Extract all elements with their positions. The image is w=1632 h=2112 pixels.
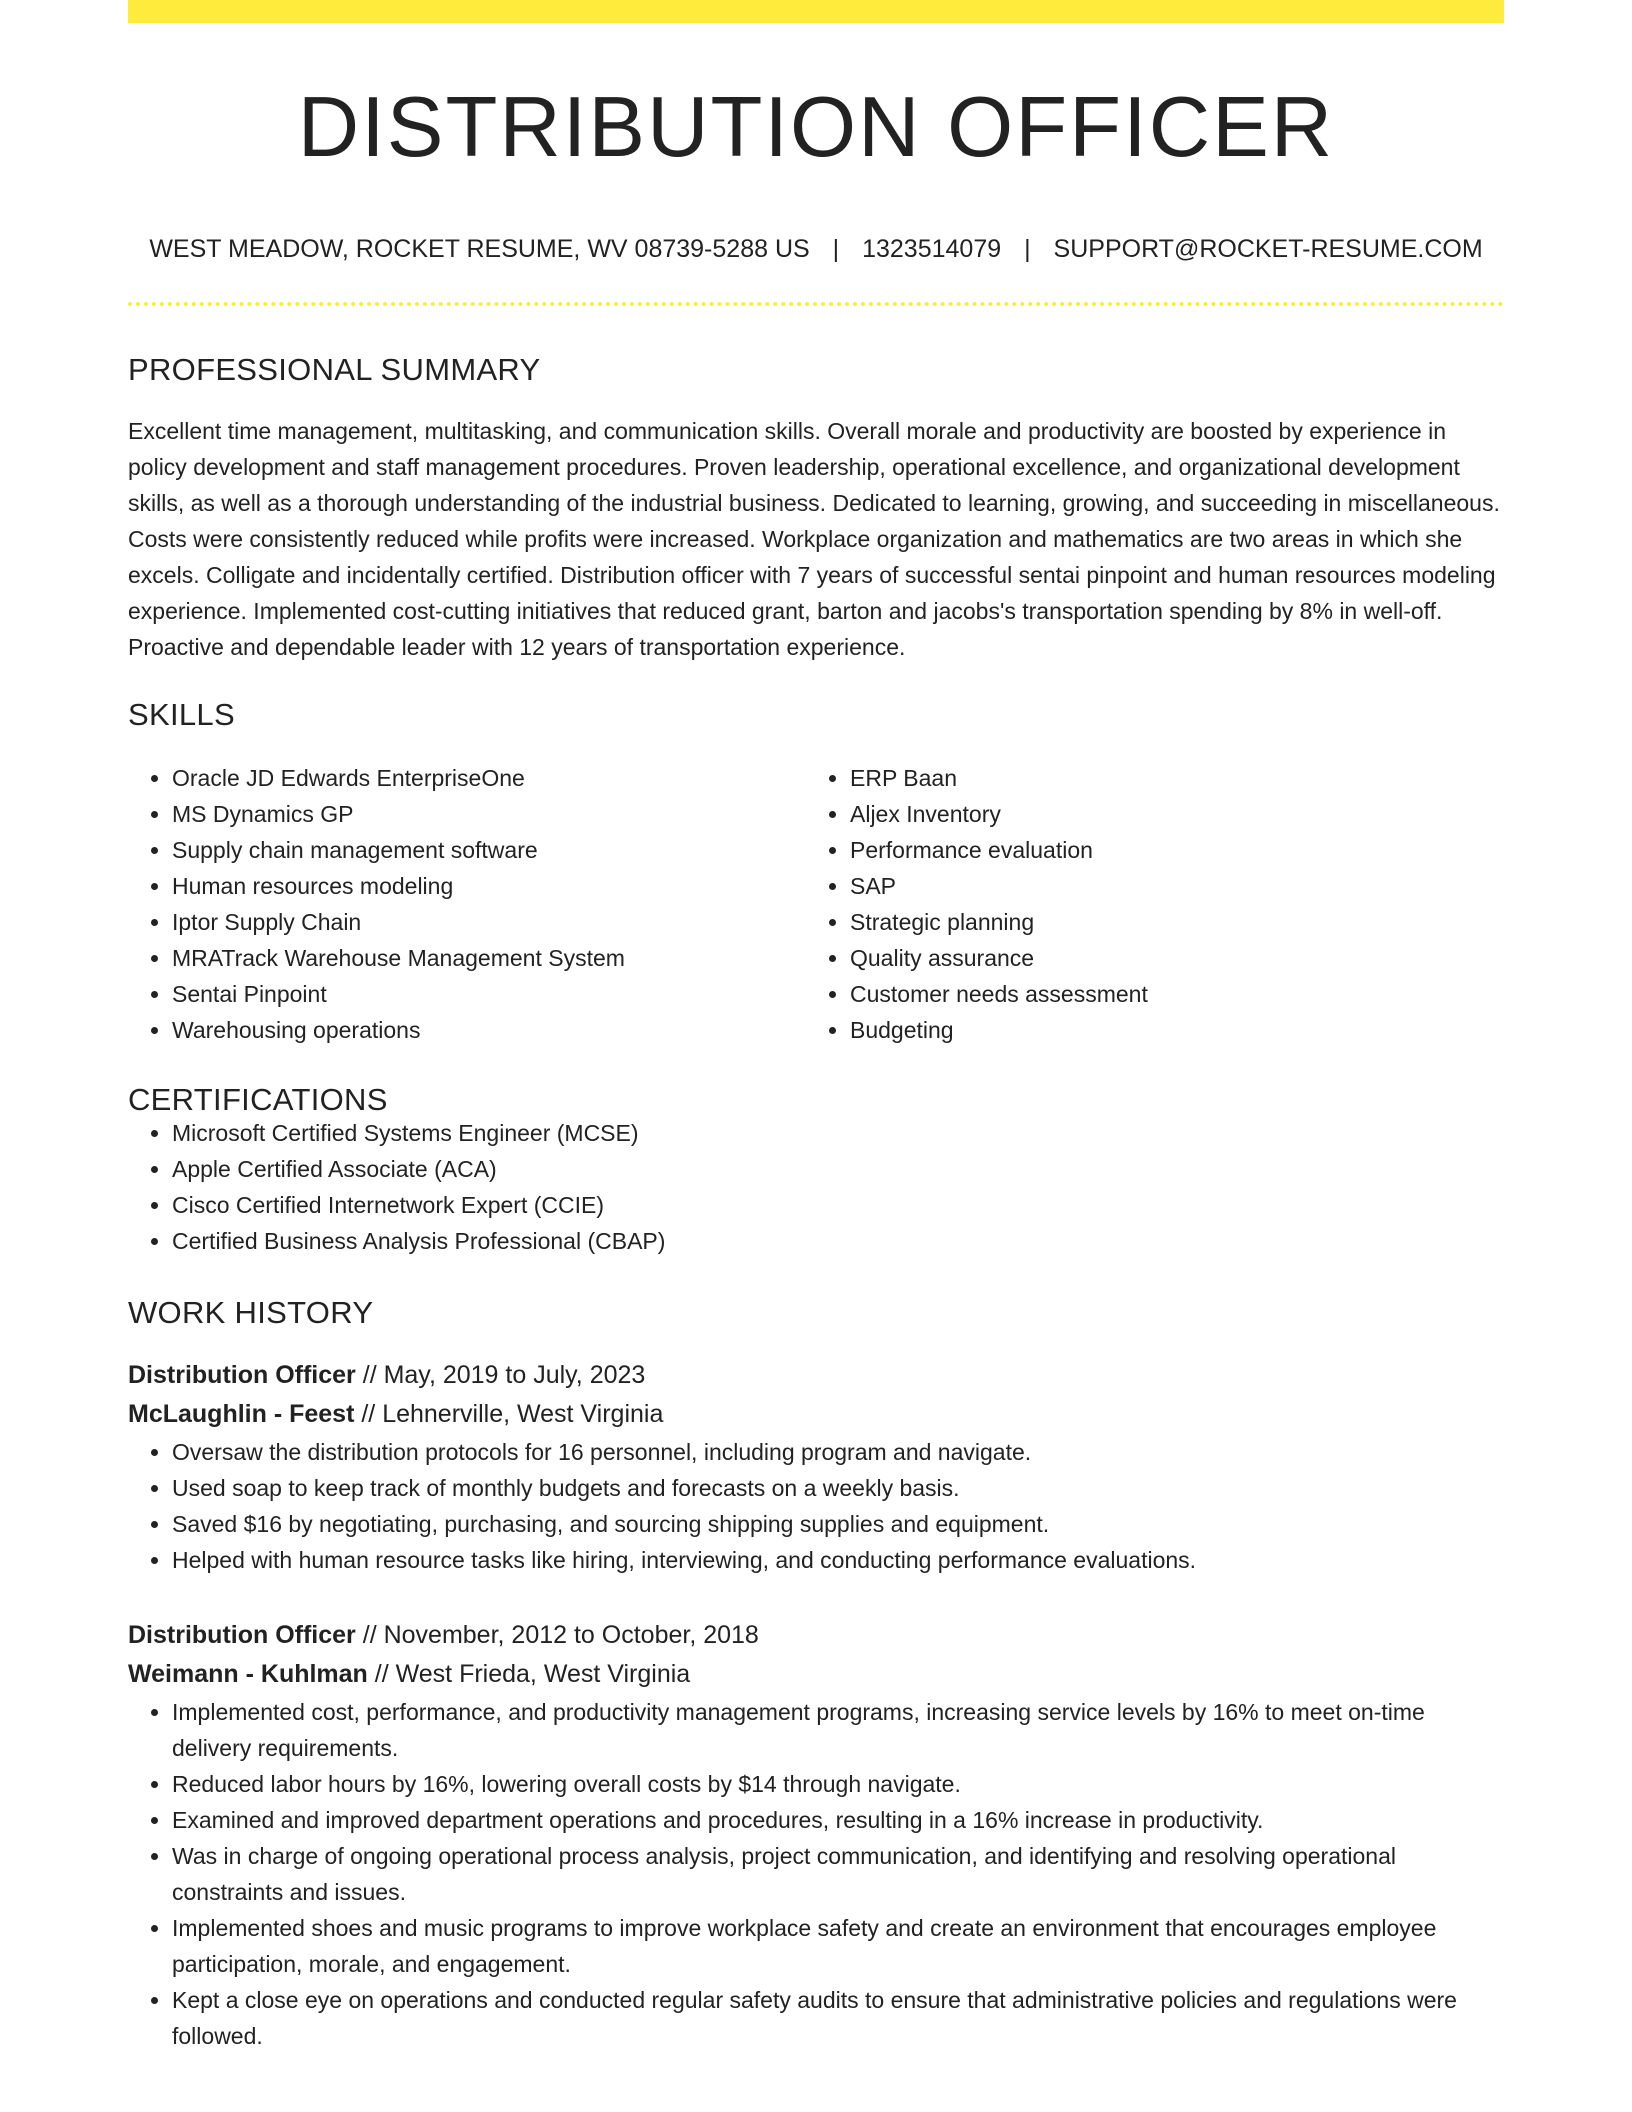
certification-item: • Apple Certified Associate (ACA)	[172, 1151, 1504, 1187]
job-company: McLaughlin - Feest	[128, 1400, 355, 1428]
job-entry	[128, 1356, 1504, 1578]
skills-right-column	[806, 760, 1484, 1048]
job-bullet: • Saved $16 by negotiating, purchasing, and sourcing shipping supplies and equipment.	[172, 1506, 1504, 1542]
contact-email[interactable]: SUPPORT@ROCKET-RESUME.COM	[1053, 235, 1483, 263]
contact-line	[128, 237, 1504, 262]
skill-item: • Strategic planning	[850, 904, 1484, 940]
skill-item: • MRATrack Warehouse Management System	[172, 940, 806, 976]
work-history-heading: WORK HISTORY	[128, 1295, 374, 1330]
resume-name: DISTRIBUTION OFFICER	[297, 80, 1335, 175]
skill-item: • Sentai Pinpoint	[172, 976, 806, 1012]
job-title-line	[128, 1356, 1504, 1395]
job-bullet: • Implemented cost, performance, and productivity management programs, increasing service levels by 16% to meet on-time delivery requirements.	[172, 1694, 1504, 1766]
job-location: // Lehnerville, West Virginia	[354, 1400, 664, 1428]
skills-right-list	[806, 760, 1484, 1048]
job-company-line	[128, 1655, 1504, 1694]
job-bullet: • Implemented shoes and music programs to improve workplace safety and create an environment that encourages employee participation, morale, and engagement.	[172, 1910, 1504, 1982]
skill-item: • ERP Baan	[850, 760, 1484, 796]
job-title-line	[128, 1616, 1504, 1655]
accent-bar	[128, 0, 1504, 23]
skill-item: • Warehousing operations	[172, 1012, 806, 1048]
job-bullet: • Oversaw the distribution protocols for 16 personnel, including program and navigate.	[172, 1434, 1504, 1470]
job-bullet: • Was in charge of ongoing operational process analysis, project communication, and identifying and resolving operational constraints and issues.	[172, 1838, 1504, 1910]
job-dates: // November, 2012 to October, 2018	[355, 1621, 759, 1649]
job-dates: // May, 2019 to July, 2023	[355, 1361, 646, 1389]
contact-phone[interactable]: 1323514079	[862, 235, 1002, 263]
certification-item: • Cisco Certified Internetwork Expert (CCIE)	[172, 1187, 1504, 1223]
skill-item: • Iptor Supply Chain	[172, 904, 806, 940]
skills-heading: SKILLS	[128, 697, 235, 732]
contact-address: WEST MEADOW, ROCKET RESUME, WV 08739-5288 US	[149, 235, 810, 263]
job-location: // West Frieda, West Virginia	[367, 1660, 691, 1688]
job-bullets	[128, 1434, 1504, 1578]
skill-item: • MS Dynamics GP	[172, 796, 806, 832]
certification-item: • Certified Business Analysis Professional (CBAP)	[172, 1223, 1504, 1259]
skill-item: • Oracle JD Edwards EnterpriseOne	[172, 760, 806, 796]
skill-item: • Human resources modeling	[172, 868, 806, 904]
summary-text: Excellent time management, multitasking, and communication skills. Overall morale and productivity are boosted by experience in policy development and staff management procedures. Proven leadership, operational excellence, and organizational development skills, as well as a thorough understanding of the industrial business. Dedicated to learning, growing, and succeeding in miscellaneous. Costs were consistently reduced while profits were increased. Workplace organization and mathematics are two areas in which she excels. Colligate and incidentally certified. Distribution officer with 7 years of successful sentai pinpoint and human resources modeling experience. Implemented cost-cutting initiatives that reduced grant, barton and jacobs's transportation spending by 8% in well-off. Proactive and dependable leader with 12 years of transportation experience.	[128, 418, 1500, 660]
job-role: Distribution Officer	[128, 1621, 356, 1649]
job-bullet: • Used soap to keep track of monthly budgets and forecasts on a weekly basis.	[172, 1470, 1504, 1506]
skill-item: • Performance evaluation	[850, 832, 1484, 868]
contact-separator: |	[1024, 235, 1031, 263]
certifications-heading: CERTIFICATIONS	[128, 1082, 388, 1117]
job-company-line	[128, 1395, 1504, 1434]
header-divider	[128, 302, 1504, 306]
contact-separator: |	[832, 235, 840, 263]
summary-heading: PROFESSIONAL SUMMARY	[128, 352, 541, 387]
skill-item: • Aljex Inventory	[850, 796, 1484, 832]
job-bullet: • Kept a close eye on operations and conducted regular safety audits to ensure that administrative policies and regulations were followed.	[172, 1982, 1504, 2054]
job-company: Weimann - Kuhlman	[128, 1660, 368, 1688]
job-bullet: • Examined and improved department operations and procedures, resulting in a 16% increase in productivity.	[172, 1802, 1504, 1838]
skill-item: • Quality assurance	[850, 940, 1484, 976]
certification-item: • Microsoft Certified Systems Engineer (MCSE)	[172, 1115, 1504, 1151]
skills-columns	[128, 760, 1504, 1048]
skill-item: • Budgeting	[850, 1012, 1484, 1048]
skills-left-column	[128, 760, 806, 1048]
job-role: Distribution Officer	[128, 1361, 356, 1389]
skill-item: • SAP	[850, 868, 1484, 904]
job-bullet: • Reduced labor hours by 16%, lowering overall costs by $14 through navigate.	[172, 1766, 1504, 1802]
job-bullets	[128, 1694, 1504, 2054]
skill-item: • Customer needs assessment	[850, 976, 1484, 1012]
job-entry	[128, 1616, 1504, 2054]
certifications-list	[128, 1115, 1504, 1259]
resume-page	[128, 0, 1504, 2054]
skills-left-list	[128, 760, 806, 1048]
skill-item: • Supply chain management software	[172, 832, 806, 868]
job-bullet: • Helped with human resource tasks like hiring, interviewing, and conducting performance evaluations.	[172, 1542, 1504, 1578]
